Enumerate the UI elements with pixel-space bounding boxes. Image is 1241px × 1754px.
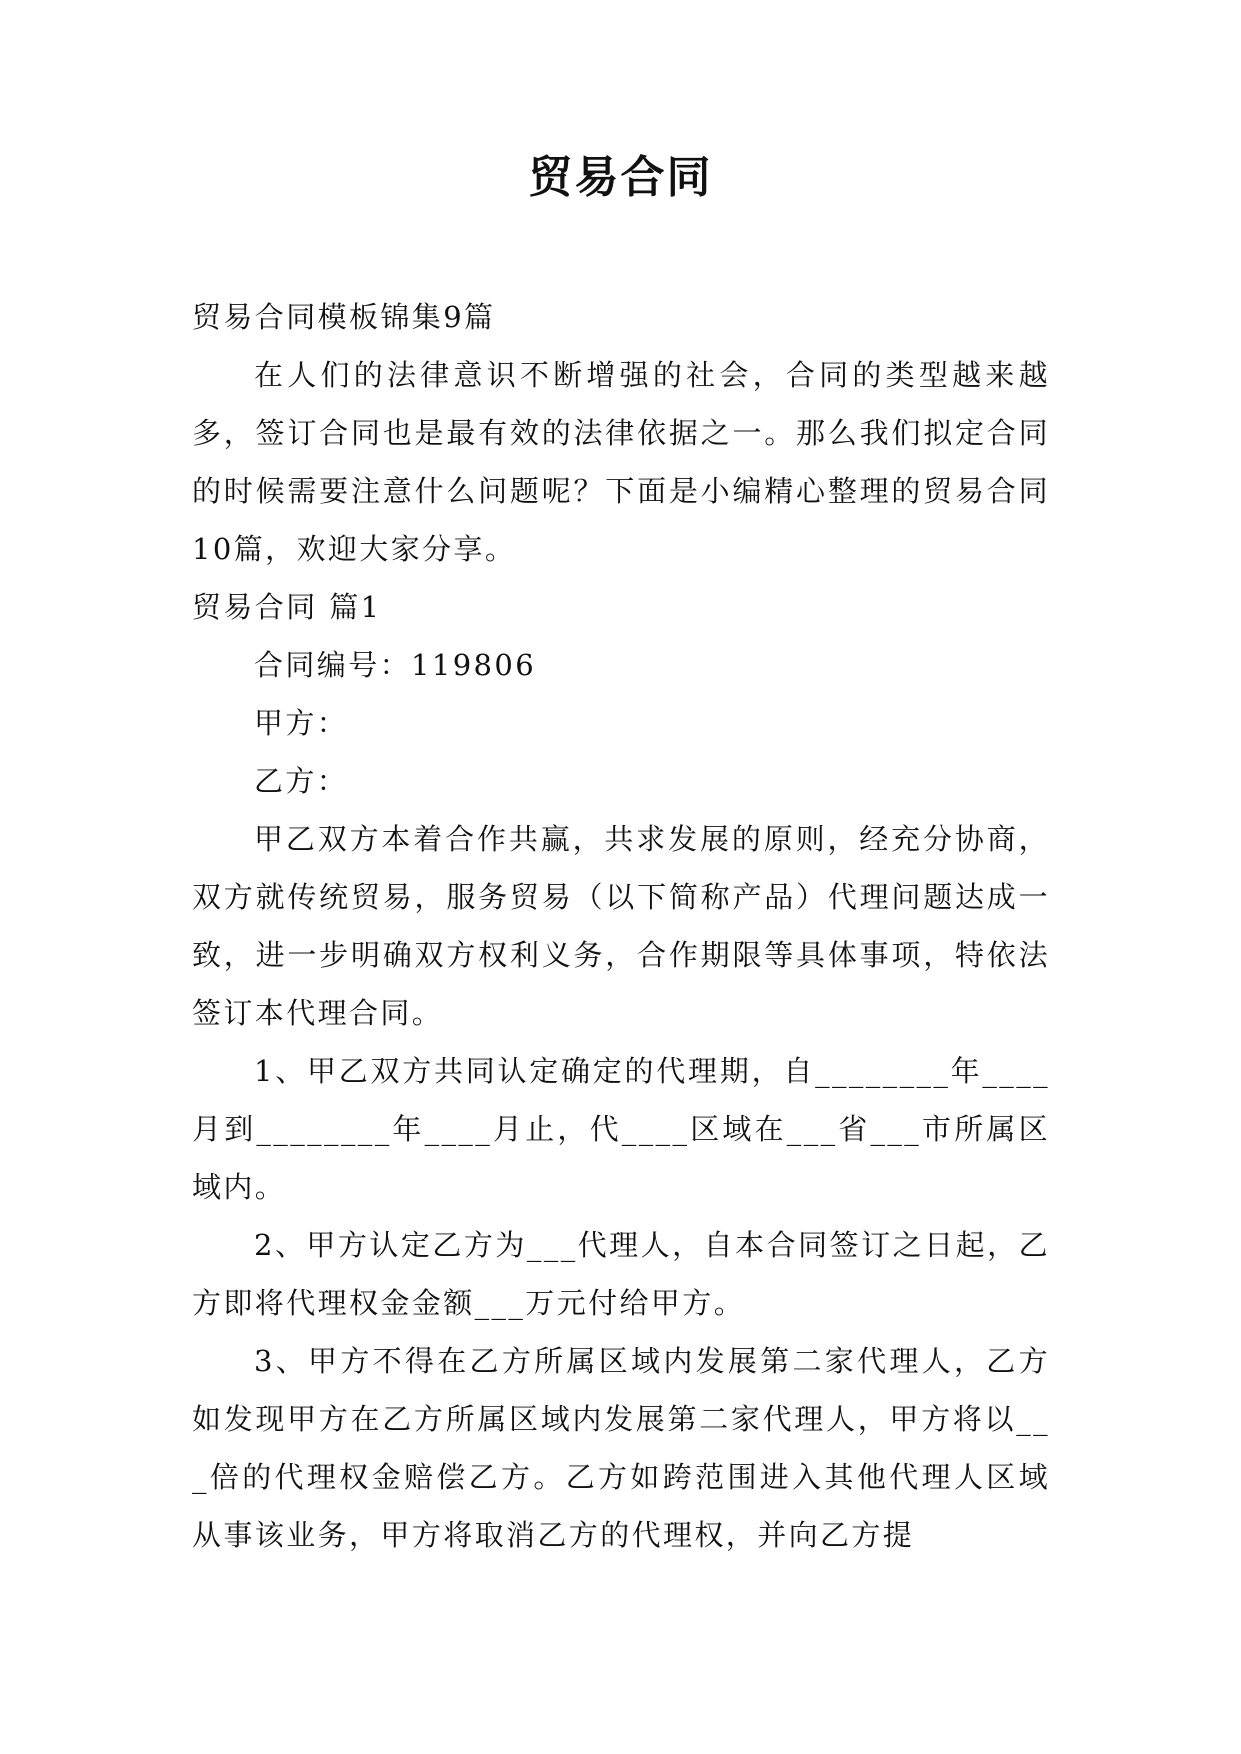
contract-number: 合同编号：119806 bbox=[254, 648, 537, 682]
document-title: 贸易合同 bbox=[528, 152, 713, 203]
clause-1: 1、甲乙双方共同认定确定的代理期，自________年____月到________年____月止，代____区域在___省___市所属区域内。 bbox=[192, 1054, 1050, 1204]
document-body bbox=[192, 288, 1050, 1564]
document-subtitle: 贸易合同模板锦集9篇 bbox=[192, 300, 496, 334]
section-heading: 贸易合同 篇1 bbox=[192, 590, 382, 624]
preamble-paragraph: 甲乙双方本着合作共赢，共求发展的原则，经充分协商，双方就传统贸易，服务贸易（以下简称产品）代理问题达成一致，进一步明确双方权利义务，合作期限等具体事项，特依法签订本代理合同。 bbox=[192, 822, 1050, 1030]
clause-3: 3、甲方不得在乙方所属区域内发展第二家代理人，乙方如发现甲方在乙方所属区域内发展第二家代理人，甲方将以___倍的代理权金赔偿乙方。乙方如跨范围进入其他代理人区域从事该业务，甲方将取消乙方的代理权，并向乙方提 bbox=[192, 1344, 1050, 1552]
intro-paragraph: 在人们的法律意识不断增强的社会，合同的类型越来越多，签订合同也是最有效的法律依据之一。那么我们拟定合同的时候需要注意什么问题呢？下面是小编精心整理的贸易合同10篇，欢迎大家分享。 bbox=[192, 358, 1050, 566]
party-a-label: 甲方： bbox=[254, 706, 349, 740]
party-b-label: 乙方： bbox=[254, 764, 349, 798]
clause-2: 2、甲方认定乙方为___代理人，自本合同签订之日起，乙方即将代理权金金额___万元付给甲方。 bbox=[192, 1228, 1050, 1320]
